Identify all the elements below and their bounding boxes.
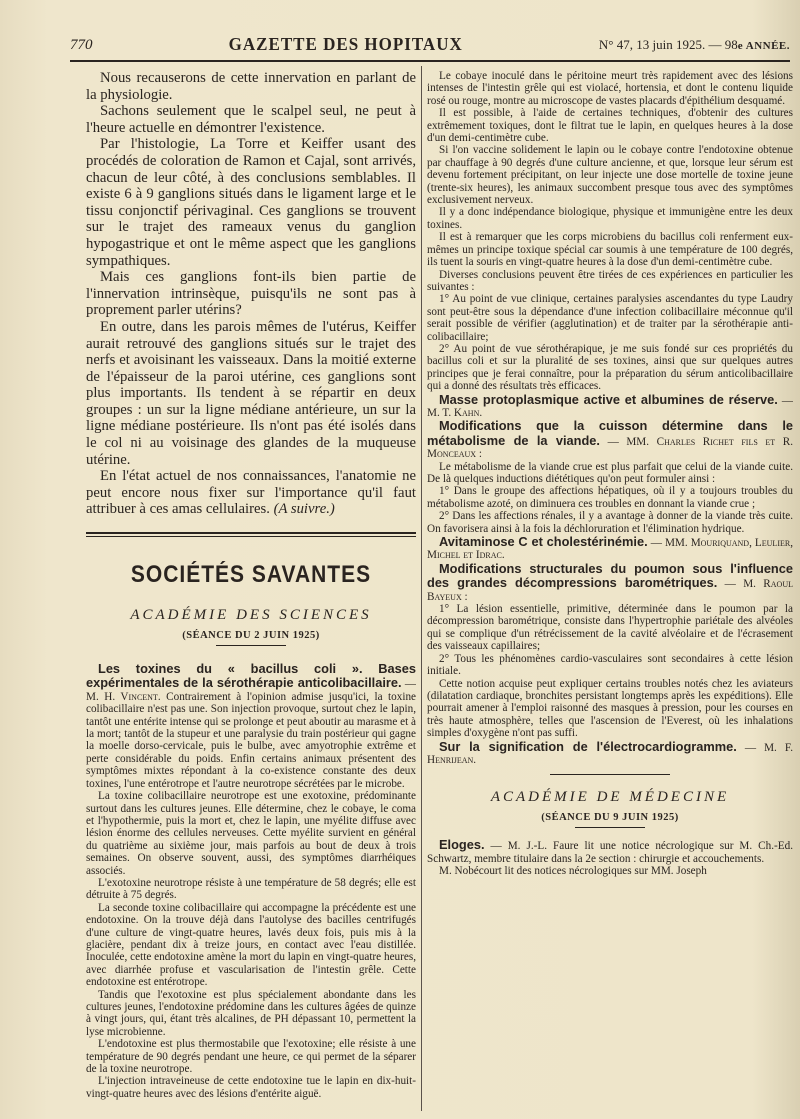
entry-paragraph: Il est à remarquer que les corps microbiens du bacillus coli renferment eux-mêmes un principe toxique spécial car soumis à une température de 100 degrés, ils tuent la souris en vingt-quatre heures à la dose d'un demi-centimètre cube. xyxy=(427,231,793,269)
entry-vincent xyxy=(86,662,416,1100)
entry-paragraph: Il est possible, à l'aide de certaines techniques, d'obtenir des cultures extrêmement toxiques, dont le filtrat tue le lapin, en quelques heures à la dose d'un demi-centimètre cube. xyxy=(427,107,793,145)
entry-mouriquand xyxy=(427,535,793,562)
article-paragraph: Mais ces ganglions font-ils bien partie de l'innervation intrinsèque, puisqu'ils ne sont pas à proprement parler utérins? xyxy=(86,269,416,319)
entry-henrijean xyxy=(427,740,793,767)
section-title: SOCIÉTÉS SAVANTES xyxy=(130,561,372,588)
entry-author: — M. T. Kahn. xyxy=(427,394,793,419)
entry-title: Modifications structurales du poumon sous l'influence des grandes décompressions barométriques. xyxy=(427,560,793,591)
issue-date: N° 47, 13 juin 1925. — 98 xyxy=(598,37,738,52)
entry-title: Masse protoplasmique active et albumines de réserve. xyxy=(439,391,778,407)
entry-title: Sur la signification de l'électrocardiogramme. xyxy=(439,738,737,754)
entry-author: — MM. Mouriquand, Leulier, Michel et Idrac. xyxy=(427,537,793,562)
entry-paragraph: Le métabolisme de la viande crue est plus parfait que celui de la viande cuite. De là quelques inductions diététiques qu'on peut formuler ainsi : xyxy=(427,460,793,485)
entry-richet xyxy=(427,419,793,460)
column-divider xyxy=(421,66,422,1111)
entry-title: Avitaminose C et cholestérinémie. xyxy=(439,534,648,550)
article-last-text: En l'état actuel de nos connaissances, l'anatomie ne peut encore nous fixer sur l'importance qu'il faut attribuer à ces amas cellulaires. xyxy=(86,468,416,518)
page-header xyxy=(70,30,790,60)
right-column xyxy=(427,70,793,1111)
article-paragraph: Sachons seulement que le scalpel seul, ne peut à l'heure actuelle en démontrer l'existence. xyxy=(86,103,416,136)
entry-title: Modifications que la cuisson détermine dans le métabolisme de la viande. xyxy=(427,418,793,448)
article-paragraph: Par l'histologie, La Torre et Keiffer usant des procédés de coloration de Ramon et Cajal, sont arrivés, chacun de leur côté, à des conclusions semblables. Il existe 6 à 9 ganglions situés dans le ligament large et le tissu conjonctif périvaginal. Ces ganglions se trouvent sur le trajet des rameaux venus du ganglion hypogastrique et ont le même aspect que les ganglions sympathiques. xyxy=(86,136,416,269)
article-paragraph: Nous recauserons de cette innervation en parlant de la physiologie. xyxy=(86,70,416,103)
entry-eloges xyxy=(427,838,793,865)
entry-paragraph: 2° Dans les affections rénales, il y a avantage à donner de la viande très cuite. On favorisera ainsi à la fois la déchloruration et l'élimination hydrique. xyxy=(427,510,793,535)
entry-paragraph: L'endotoxine est plus thermostabile que l'exotoxine; elle résiste à une température de 90 degrés pendant une heure, ce qui permet de la séparer de la toxine neurotrope. xyxy=(86,1038,416,1076)
entry-paragraph: La toxine colibacillaire neurotrope est une exotoxine, prédominante surtout dans les cultures jeunes. Elle détermine, chez le cobaye, le coma et l'hypothermie, puis la mort et, chez le lapin, une myélite diffuse avec lésion énorme des cellules nerveuses. Cette myélite survient en général du quatrième au sixième jour, mais parfois au bout de deux à trois semaines. On observe souvent, aussi, des symptômes diarrhéiques associés. xyxy=(86,790,416,877)
article-paragraph-last xyxy=(86,468,416,518)
entry-title: Les toxines du « bacillus coli ». Bases expérimentales de la sérothérapie anticolibacillaire. xyxy=(86,661,416,691)
entry-paragraph: M. Nobécourt lit des notices nécrologiques sur MM. Joseph xyxy=(439,865,707,878)
entry-paragraph: Le cobaye inoculé dans le péritoine meurt très rapidement avec des lésions intenses de l'intestin grêle qui est violacé, hortensia, et dont le contenu liquide rosé ou rouge, montre au microscope de vastes placards d'épithélium desquamé. xyxy=(427,70,793,107)
article-paragraph: En outre, dans les parois mêmes de l'utérus, Keiffer aurait retrouvé des ganglions situés sur le trajet des nerfs et avoisinant les vaisseaux. Dans la moitié externe de l'épaisseur de la paroi utérine, ces ganglions sont plus importants. Ils tendent à se répartir en deux groupes : un sur la ligne médiane antérieure, un sur la ligne médiane postérieure. Ils n'ont pas été isolés dans le col ni au voisinage des glandes de la muqueuse utérine. xyxy=(86,318,416,468)
article-continuation xyxy=(86,70,416,518)
entry-paragraph: 1° Dans le groupe des affections hépatiques, où il y a toujours troubles du métabolisme azoté, on diminuera ces troubles en donnant la viande crue ; xyxy=(427,485,793,510)
entry-paragraph: 2° Au point de vue sérothérapique, je me suis fondé sur ces propriétés du bacillus coli et sur la pluralité de ses toxines, ainsi que sur quelques autres principes que je ferai connaître, pour la préparation du sérum anticolibacillaire qui a donné des résultats très efficaces. xyxy=(427,342,793,393)
entry-paragraph: 1° Au point de vue clinique, certaines paralysies ascendantes du type Laudry sont peut-être sous la dépendance d'une infection colibacillaire méconnue qu'il serait possible de vérifier (agglutination) et de traiter par la sérothérapie anti-colibacillaire; xyxy=(427,293,793,343)
entry-paragraph: Cette notion acquise peut expliquer certains troubles notés chez les aviateurs (dilatation cardiaque, bronchites persistant longtemps après les expéditions). Elle pourrait amener à l'emploi raisonné des masques à pression, pour les courses en très haute atmosphère, telles que l'ascension de l'Everest, où les inhalations simples d'oxygène n'ont pas suffi. xyxy=(427,677,793,740)
a-suivre: (A suivre.) xyxy=(273,501,335,518)
short-rule xyxy=(575,827,645,828)
entry-kahn xyxy=(427,393,793,420)
entry-paragraph: L'exotoxine neurotrope résiste à une température de 58 degrés; elle est détruite à 75 degrés. xyxy=(86,876,416,902)
entry-paragraph: Tandis que l'exotoxine est plus spécialement abondante dans les cultures jeunes, l'endotoxine prédomine dans les cultures âgées de quinze à vingt jours, qui, étant très alcalines, de PH dépassant 10, permettent la lyse microbienne. xyxy=(86,988,416,1038)
left-column xyxy=(86,70,416,1111)
seance-date: (SÉANCE DU 2 JUIN 1925) xyxy=(182,630,320,642)
issue-info xyxy=(599,37,790,53)
section-rule-thin xyxy=(86,536,416,537)
page-number: 770 xyxy=(70,36,93,53)
short-rule xyxy=(216,645,286,646)
section-rule xyxy=(86,532,416,534)
header-rule xyxy=(70,60,790,62)
short-rule xyxy=(550,774,670,775)
entry-paragraph: 1° La lésion essentielle, primitive, déterminée dans le poumon par la décompression barométrique, consiste dans l'hypertrophie pariétale des alvéoles qui se complique d'un rétrécissement de la cavité alvéolaire et de l'écrasement des vaisseaux capillaires; xyxy=(427,603,793,653)
entry-paragraph: 2° Tous les phénomènes cardio-vasculaires sont secondaires à cette lésion initiale. xyxy=(427,652,793,678)
academie-heading: ACADÉMIE DES SCIENCES xyxy=(130,607,372,624)
entry-paragraph: L'injection intraveineuse de cette endotoxine tue le lapin en dix-huit-vingt-quatre heures avec des lésions d'entérite aiguë. xyxy=(86,1075,416,1100)
entry-author: — MM. Charles Richet fils et R. Monceaux : xyxy=(427,435,793,461)
entry-paragraph xyxy=(86,662,416,790)
journal-title: GAZETTE DES HOPITAUX xyxy=(228,34,463,55)
academie-heading: ACADÉMIE DE MÉDECINE xyxy=(490,789,730,806)
entry-text: — M. J.-L. Faure lit une notice nécrologique sur M. Ch.-Ed. Schwartz, membre titulaire dans la 2e section : chirurgie et accouchements. xyxy=(427,840,793,865)
entry-bayeux xyxy=(427,562,793,603)
entry-paragraph: Si l'on vaccine solidement le lapin ou le cobaye contre l'endotoxine obtenue par chauffage à 90 degrés d'une culture ancienne, et que, lorsque leur sérum est devenu fortement précipitant, on leur injecte une dose mortelle de toxine jeune (trente-six heures), les animaux succombent presque tous avec des symptômes exclusivement nerveux. xyxy=(427,144,793,207)
entry-author: — M. F. Henrijean. xyxy=(427,741,793,766)
seance-date: (SÉANCE DU 9 JUIN 1925) xyxy=(541,812,679,824)
entry-paragraph: Diverses conclusions peuvent être tirées de ces expériences en particulier les suivantes : xyxy=(427,268,793,293)
entry-text: Contrairement à l'opinion admise jusqu'ici, la toxine colibacillaire n'est pas une. Son injection provoque, surtout chez le lapin, tantôt une entérite intense qui se prolonge et peut aboutir au marasme et à la mort; tantôt de la stupeur et une paralysie du train postérieur qui gagne la moelle dorso-cervicale, puis le bulbe, avec amyotrophie extrême et perte considérable du poids. Enfin certains animaux présentent des symptômes mixtes répondant à la co-existence constante des deux toxines, l'une entérotrope et l'autre neurotrope sécrétées par le microbe. xyxy=(86,690,416,790)
issue-year-suffix: e ANNÉE. xyxy=(737,40,790,52)
entry-paragraph: La seconde toxine colibacillaire qui accompagne la précédente est une endotoxine. On la trouve déjà dans l'autolyse des bacilles centrifugés d'une culture de vingt-quatre heures, lavés deux fois, puis mis à la glacière, pendant dix à treize jours, en contact avec l'eau distillée. Inoculée, cette endotoxine amène la mort du lapin en vingt-quatre heures, avec diarrhée profuse et vascularisation de l'intestin grêle. Cette endotoxine est entérotrope. xyxy=(86,901,416,989)
entry-title: Eloges. xyxy=(439,837,485,853)
entry-author: — M. Raoul Bayeux : xyxy=(427,578,793,603)
entry-paragraph: Il y a donc indépendance biologique, physique et immunigène entre les deux toxines. xyxy=(427,206,793,231)
entry-author: — M. H. Vincent. xyxy=(86,678,416,703)
